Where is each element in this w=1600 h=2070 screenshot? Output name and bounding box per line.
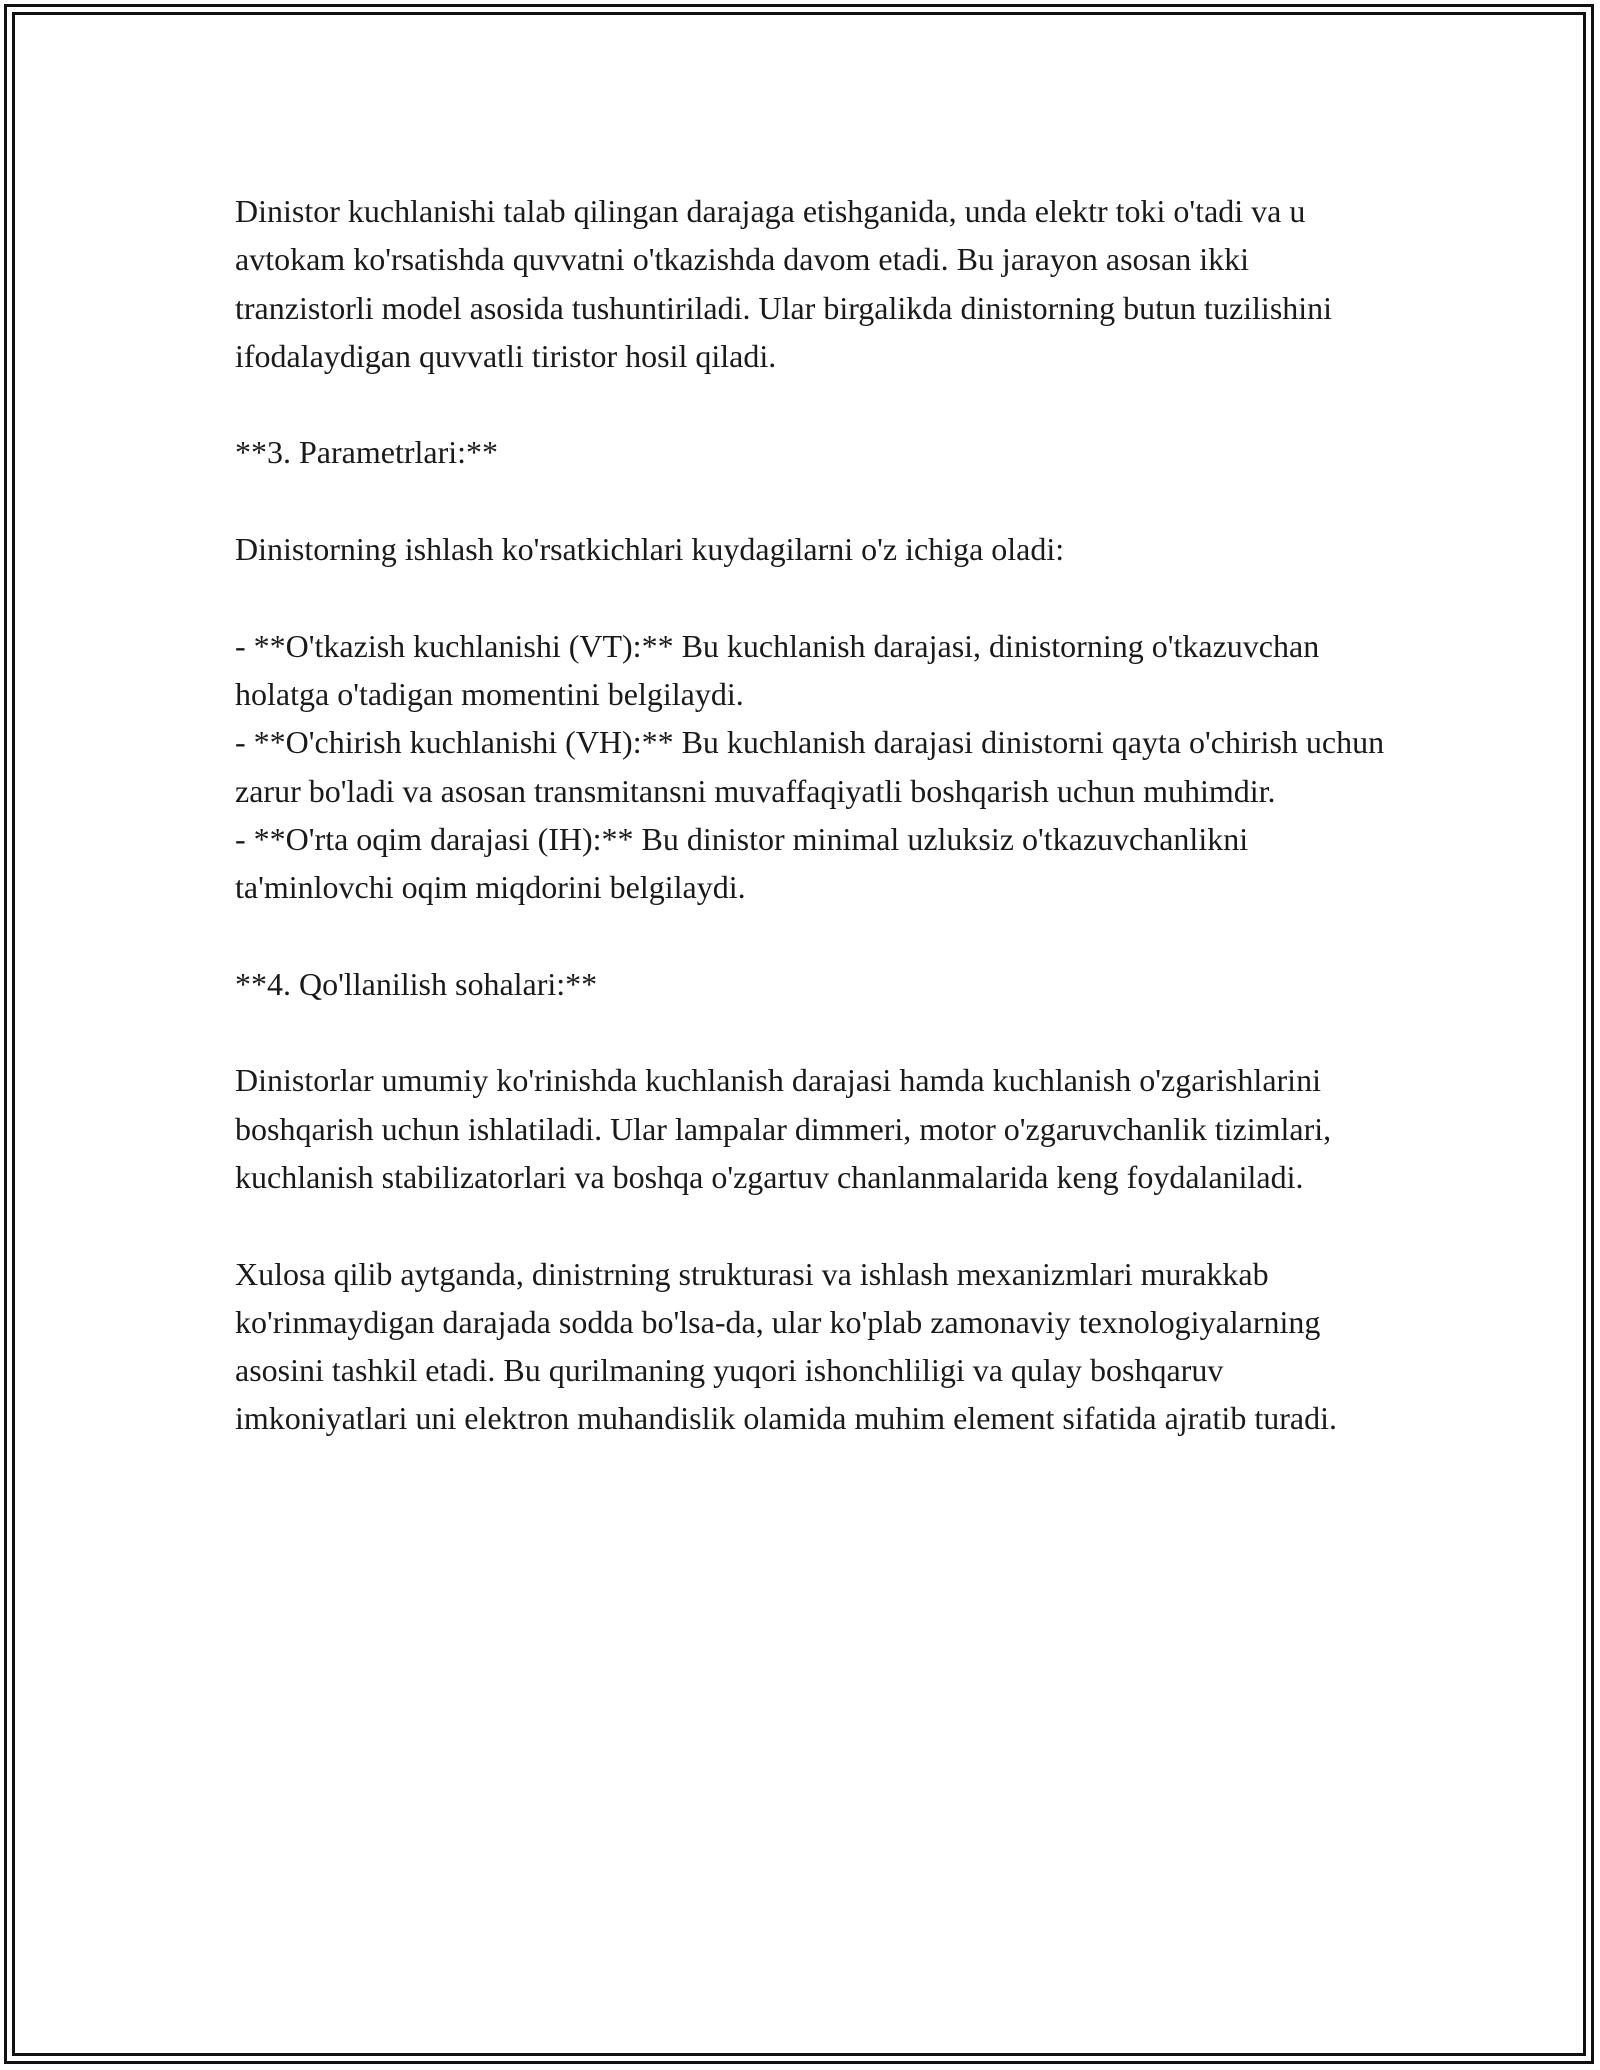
paragraph-spacer [235, 911, 1385, 959]
section-heading-parameters: **3. Parametrlari:** [235, 434, 499, 471]
paragraph-spacer [235, 1008, 1385, 1056]
intro-paragraph: Dinistor kuchlanishi talab qilingan darajaga etishganida, unda elektr toki o'tadi va u avtokam ko'rsatishda quvvatni o'tkazishda davom etadi. Bu jarayon asosan ikki tranzistorli model asosida tushuntiriladi. Ular birgalikda dinistorning butun tuzilishini ifodalaydigan quvvatli tiristor hosil qiladi. [235, 193, 1333, 374]
paragraph-spacer [235, 380, 1385, 428]
parameters-intro: Dinistorning ishlash ko'rsatkichlari kuydagilarni o'z ichiga oladi: [235, 531, 1065, 568]
section-heading-applications: **4. Qo'llanilish sohalari:** [235, 965, 598, 1002]
paragraph-spacer [235, 477, 1385, 525]
document-body [235, 187, 1385, 1443]
paragraph-spacer [235, 573, 1385, 621]
list-item-holding-current: - **O'rta oqim darajasi (IH):** Bu dinistor minimal uzluksiz o'tkazuvchanlikni ta'minlovchi oqim miqdorini belgilaydi. [235, 820, 1249, 906]
list-item-turnoff-voltage: - **O'chirish kuchlanishi (VH):** Bu kuchlanish darajasi dinistorni qayta o'chirish uchun zarur bo'ladi va asosan transmitansni muvaffaqiyatli boshqarish uchun muhimdir. [235, 724, 1385, 809]
conclusion-paragraph: Xulosa qilib aytganda, dinistrning strukturasi va ishlash mexanizmlari murakkab ko'rinmaydigan darajada sodda bo'lsa-da, ular ko'plab zamonaviy texnologiyalarning asosini tashkil etadi. Bu qurilmaning yuqori ishonchliligi va qulay boshqaruv imkoniyatlari uni elektron muhandislik olamida muhim element sifatida ajratib turadi. [235, 1255, 1337, 1437]
paragraph-spacer [235, 1201, 1385, 1249]
applications-paragraph: Dinistorlar umumiy ko'rinishda kuchlanish darajasi hamda kuchlanish o'zgarishlarini boshqarish uchun ishlatiladi. Ular lampalar dimmeri, motor o'zgaruvchanlik tizimlari, kuchlanish stabilizatorlari va boshqa o'zgartuv chanlanmalarida keng foydalaniladi. [235, 1062, 1332, 1195]
list-item-transfer-voltage: - **O'tkazish kuchlanishi (VT):** Bu kuchlanish darajasi, dinistorning o'tkazuvchan holatga o'tadigan momentini belgilaydi. [235, 627, 1320, 712]
